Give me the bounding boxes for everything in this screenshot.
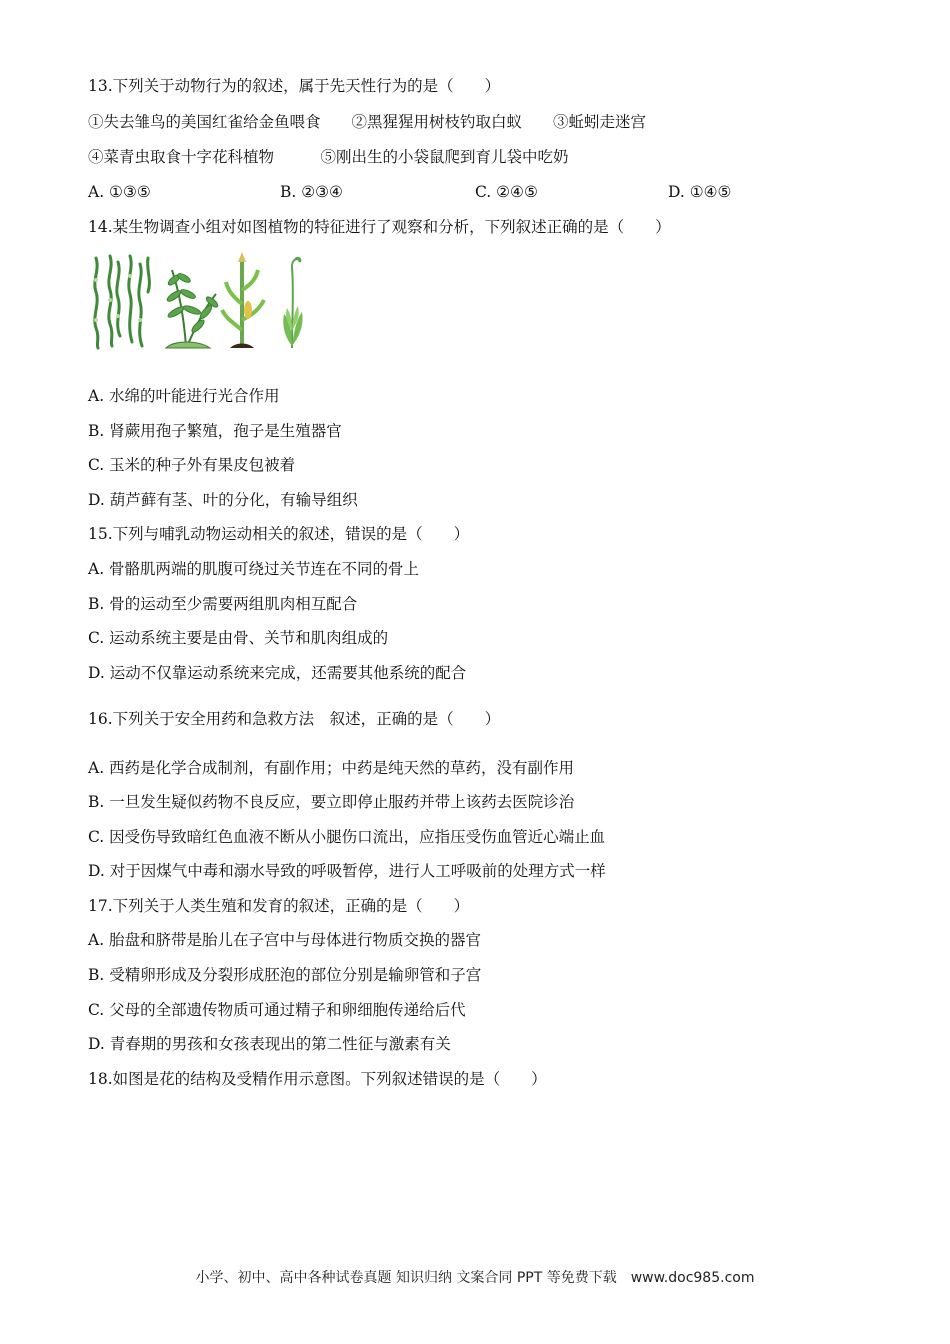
fern-icon — [166, 270, 220, 348]
q13-items-line2: ④菜青虫取食十字花科植物 ⑤刚出生的小袋鼠爬到育儿袋中吃奶 — [88, 148, 569, 166]
q15-option-b: B. 骨的运动至少需要两组肌肉相互配合 — [88, 595, 358, 613]
q15-option-a: A. 骨骼肌两端的肌腹可绕过关节连在不同的骨上 — [88, 560, 420, 578]
q16-option-a: A. 西药是化学合成制剂，有副作用；中药是纯天然的草药，没有副作用 — [88, 759, 575, 777]
page-footer: 小学、初中、高中各种试卷真题 知识归纳 文案合同 PPT 等免费下载 www.doc985.com — [195, 1270, 755, 1286]
q15-option-c: C. 运动系统主要是由骨、关节和肌肉组成的 — [88, 629, 389, 647]
q14-option-d: D. 葫芦藓有茎、叶的分化，有输导组织 — [88, 491, 358, 509]
algae-icon — [95, 256, 150, 348]
q17-option-b: B. 受精卵形成及分裂形成胚泡的部位分别是输卵管和子宫 — [88, 966, 482, 984]
q15-option-d: D. 运动不仅靠运动系统来完成，还需要其他系统的配合 — [88, 664, 467, 682]
q13-option-b: B. ②③④ — [280, 183, 343, 201]
q13-option-d: D. ①④⑤ — [668, 183, 732, 201]
q13-items-line1: ①失去雏鸟的美国红雀给金鱼喂食 ②黑猩猩用树枝钓取白蚁 ③蚯蚓走迷宫 — [88, 113, 647, 131]
q17-stem: 17.下列关于人类生殖和发育的叙述，正确的是（ ） — [88, 897, 470, 915]
q14-option-b: B. 肾蕨用孢子繁殖，孢子是生殖器官 — [88, 422, 342, 440]
q16-option-b: B. 一旦发生疑似药物不良反应，要立即停止服药并带上该药去医院诊治 — [88, 793, 575, 811]
q16-stem: 16.下列关于安全用药和急救方法 叙述，正确的是（ ） — [88, 710, 501, 728]
q17-option-a: A. 胎盘和脐带是胎儿在子宫中与母体进行物质交换的器官 — [88, 931, 482, 949]
plants-figure — [88, 250, 318, 354]
q17-option-d: D. 青春期的男孩和女孩表现出的第二性征与激素有关 — [88, 1035, 451, 1053]
moss-icon — [283, 258, 302, 348]
q13-option-a: A. ①③⑤ — [88, 183, 151, 201]
q13-stem: 13.下列关于动物行为的叙述，属于先天性行为的是（ ） — [88, 77, 501, 95]
q16-option-d: D. 对于因煤气中毒和溺水导致的呼吸暂停，进行人工呼吸前的处理方式一样 — [88, 862, 606, 880]
q13-option-c: C. ②④⑤ — [475, 183, 538, 201]
q16-option-c: C. 因受伤导致暗红色血液不断从小腿伤口流出，应指压受伤血管近心端止血 — [88, 828, 606, 846]
q14-option-a: A. 水绵的叶能进行光合作用 — [88, 387, 280, 405]
q18-stem: 18.如图是花的结构及受精作用示意图。下列叙述错误的是（ ） — [88, 1070, 547, 1088]
q17-option-c: C. 父母的全部遗传物质可通过精子和卵细胞传递给后代 — [88, 1001, 466, 1019]
q15-stem: 15.下列与哺乳动物运动相关的叙述，错误的是（ ） — [88, 525, 470, 543]
q14-stem: 14.某生物调查小组对如图植物的特征进行了观察和分析，下列叙述正确的是（ ） — [88, 218, 671, 236]
q14-option-c: C. 玉米的种子外有果皮包被着 — [88, 456, 296, 474]
corn-icon — [222, 252, 264, 348]
